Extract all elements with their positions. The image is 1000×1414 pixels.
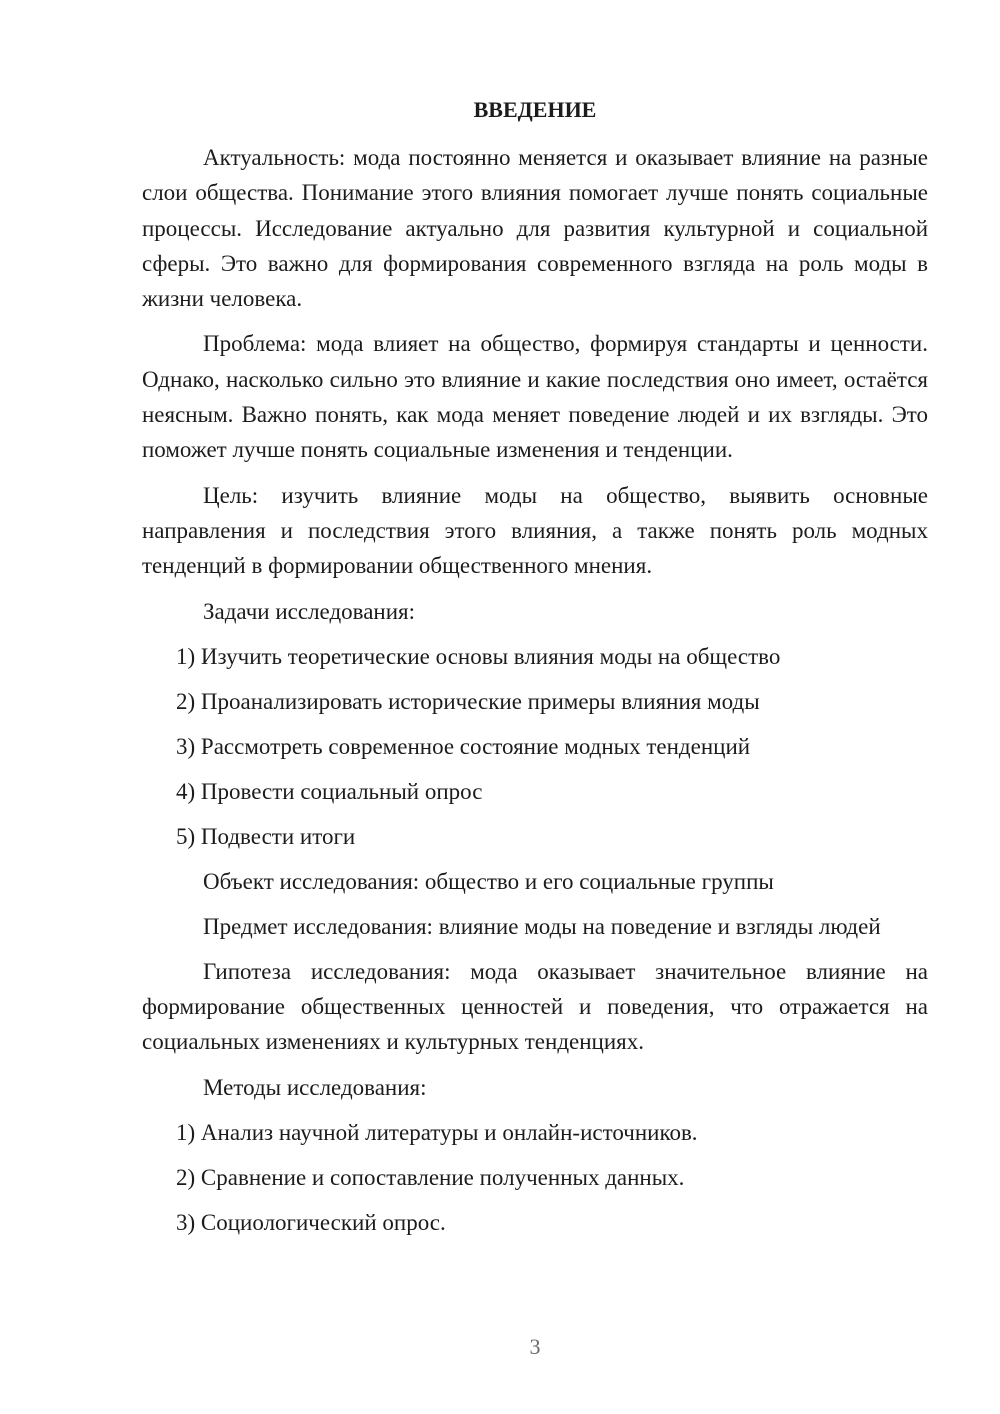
list-item: 5) Подвести итоги <box>176 823 356 849</box>
list-item: 2) Проанализировать исторические примеры влияния моды <box>176 688 760 714</box>
hypothesis-paragraph: Гипотеза исследования: мода оказывает значительное влияние на формирование общественных ценностей и поведения, что отражается на социальных изменениях и культурных тенденциях. <box>142 958 928 1055</box>
page-number: 3 <box>529 1334 541 1359</box>
list-item: 1) Изучить теоретические основы влияния моды на общество <box>176 643 781 669</box>
subject-paragraph: Предмет исследования: влияние моды на поведение и взгляды людей <box>203 913 881 939</box>
problem-paragraph: Проблема: мода влияет на общество, формируя стандарты и ценности. Однако, насколько сильно это влияние и какие последствия оно имеет, остаётся неясным. Важно понять, как мода меняет поведение людей и их взгляды. Это поможет лучше понять социальные изменения и тенденции. <box>142 331 928 463</box>
object-line: Объект исследования: общество и его социальные группы <box>203 868 774 894</box>
list-item: 3) Социологический опрос. <box>176 1209 446 1235</box>
list-item: 1) Анализ научной литературы и онлайн-источников. <box>176 1119 698 1145</box>
tasks-label: Задачи исследования: <box>203 598 416 624</box>
goal-paragraph: Цель: изучить влияние моды на общество, выявить основные направления и последствия этого влияния, а также понять роль модных тенденций в формировании общественного мнения. <box>142 482 928 579</box>
list-item: 4) Провести социальный опрос <box>176 778 483 804</box>
methods-label: Методы исследования: <box>203 1074 427 1100</box>
section-title: ВВЕДЕНИЕ <box>473 97 597 122</box>
methods-list <box>142 1115 928 1240</box>
tasks-list <box>142 639 928 854</box>
relevance-paragraph: Актуальность: мода постоянно меняется и оказывает влияние на разные слои общества. Понимание этого влияния помогает лучше понять социальные процессы. Исследование актуально для развития культурной и социальной сферы. Это важно для формирования современного взгляда на роль моды в жизни человека. <box>142 145 928 312</box>
list-item: 2) Сравнение и сопоставление полученных данных. <box>176 1164 685 1190</box>
page-content <box>142 93 928 1240</box>
list-item: 3) Рассмотреть современное состояние модных тенденций <box>176 733 751 759</box>
